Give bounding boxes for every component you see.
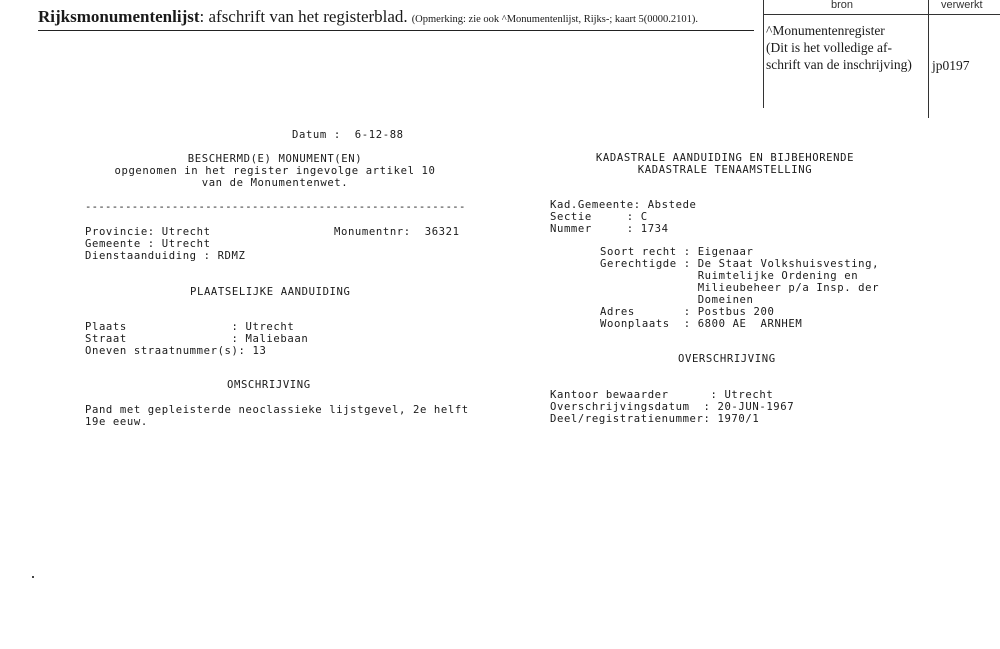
left-heading-3: van de Monumentenwet.	[201, 177, 349, 189]
adres-line: Adres : Postbus 200	[600, 306, 775, 318]
document-title	[38, 7, 698, 27]
datum-line: Datum : 6-12-88	[292, 129, 404, 141]
omschrijving-heading: OMSCHRIJVING	[227, 379, 311, 391]
sectie-line: Sectie : C	[550, 211, 648, 223]
bron-line-1: ^Monumentenregister	[766, 23, 885, 38]
monumentnr-line: Monumentnr: 36321	[334, 226, 460, 238]
left-heading-2: opgenomen in het register ingevolge artikel 10	[114, 165, 436, 177]
gerechtigde-line-2: Ruimtelijke Ordening en	[600, 270, 859, 282]
scan-speck	[32, 576, 34, 578]
omschrijving-line-1: Pand met gepleisterde neoclassieke lijstgevel, 2e helft	[85, 404, 469, 416]
box-header-rule	[763, 14, 1000, 15]
bron-line-2: (Dit is het volledige af-	[766, 40, 892, 55]
deel-line: Deel/registratienummer: 1970/1	[550, 413, 760, 425]
gerechtigde-line-4: Domeinen	[600, 294, 754, 306]
header-rule	[38, 30, 754, 31]
box-divider	[928, 0, 929, 118]
title-bold: Rijksmonumentenlijst	[38, 7, 200, 26]
plaats-line: Plaats : Utrecht	[85, 321, 295, 333]
overschrijving-heading: OVERSCHRIJVING	[678, 353, 776, 365]
straat-line: Straat : Maliebaan	[85, 333, 309, 345]
overschrijvingsdatum-line: Overschrijvingsdatum : 20-JUN-1967	[550, 401, 795, 413]
gemeente-line: Gemeente : Utrecht	[85, 238, 211, 250]
left-heading-1: BESCHERMD(E) MONUMENT(EN)	[187, 153, 363, 165]
bron-line-3: schrift van de inschrijving)	[766, 57, 912, 72]
provincie-line: Provincie: Utrecht	[85, 226, 211, 238]
right-heading-1: KADASTRALE AANDUIDING EN BIJBEHORENDE	[595, 152, 855, 164]
soort-recht-line: Soort recht : Eigenaar	[600, 246, 754, 258]
gerechtigde-line-1: Gerechtigde : De Staat Volkshuisvesting,	[600, 258, 880, 270]
kantoor-line: Kantoor bewaarder : Utrecht	[550, 389, 774, 401]
nummer-line: Nummer : 1734	[550, 223, 669, 235]
title-rest: : afschrift van het registerblad.	[199, 7, 408, 26]
oneven-line: Oneven straatnummer(s): 13	[85, 345, 267, 357]
gerechtigde-line-3: Milieubeheer p/a Insp. der	[600, 282, 880, 294]
woonplaats-line: Woonplaats : 6800 AE ARNHEM	[600, 318, 803, 330]
bron-label: bron	[831, 0, 854, 11]
verwerkt-value: jp0197	[932, 58, 970, 73]
omschrijving-line-2: 19e eeuw.	[85, 416, 148, 428]
right-heading-2: KADASTRALE TENAAMSTELLING	[637, 164, 813, 176]
verwerkt-label: verwerkt	[941, 0, 983, 11]
dienstaanduiding-line: Dienstaanduiding : RDMZ	[85, 250, 246, 262]
title-note: (Opmerking: zie ook ^Monumentenlijst, Rijks-; kaart 5(0000.2101).	[411, 14, 699, 25]
plaatselijke-heading: PLAATSELIJKE AANDUIDING	[190, 286, 351, 298]
kad-gemeente-line: Kad.Gemeente: Abstede	[550, 199, 697, 211]
separator-line: ---------------------------------------------------------	[85, 201, 466, 213]
box-left-border	[763, 0, 764, 108]
